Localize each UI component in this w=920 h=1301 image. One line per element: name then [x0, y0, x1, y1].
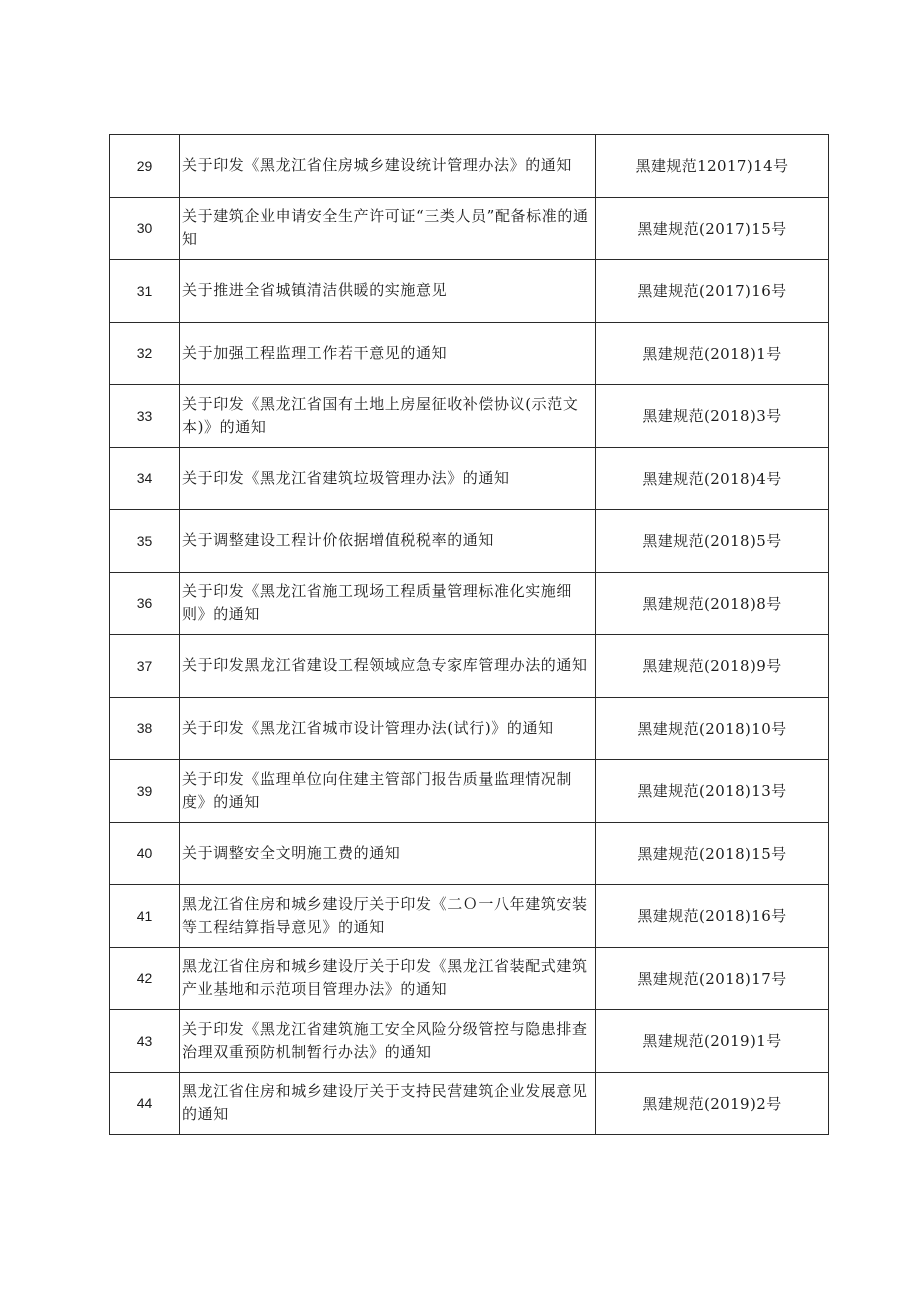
- row-number: 38: [110, 697, 180, 760]
- table-row: [110, 322, 829, 385]
- table-row: [110, 697, 829, 760]
- document-title: 关于印发《黑龙江省国有土地上房屋征收补偿协议(示范文本)》的通知: [180, 385, 596, 448]
- document-title: 关于调整建设工程计价依据增值税税率的通知: [180, 510, 596, 573]
- table-row: [110, 760, 829, 823]
- table-row: [110, 1072, 829, 1135]
- document-title: 关于加强工程监理工作若干意见的通知: [180, 322, 596, 385]
- table-row: [110, 260, 829, 323]
- document-title: 关于印发《黑龙江省建筑垃圾管理办法》的通知: [180, 447, 596, 510]
- row-number: 43: [110, 1010, 180, 1073]
- row-number: 35: [110, 510, 180, 573]
- row-number: 29: [110, 135, 180, 198]
- document-code: 黑建规范(2018)4号: [596, 447, 829, 510]
- table-row: [110, 197, 829, 260]
- row-number: 39: [110, 760, 180, 823]
- document-code: 黑建规范(2019)2号: [596, 1072, 829, 1135]
- document-title: 关于印发《黑龙江省建筑施工安全风险分级管控与隐患排查治理双重预防机制暂行办法》的通知: [180, 1010, 596, 1073]
- row-number: 37: [110, 635, 180, 698]
- document-title: 黑龙江省住房和城乡建设厅关于印发《二Ｏ一八年建筑安装等工程结算指导意见》的通知: [180, 885, 596, 948]
- document-code: 黑建规范(2018)5号: [596, 510, 829, 573]
- document-title: 关于印发《监理单位向住建主管部门报告质量监理情况制度》的通知: [180, 760, 596, 823]
- document-code: 黑建规范(2018)3号: [596, 385, 829, 448]
- table-row: [110, 572, 829, 635]
- document-code: 黑建规范(2018)10号: [596, 697, 829, 760]
- document-code: 黑建规范(2018)13号: [596, 760, 829, 823]
- document-title: 关于印发《黑龙江省城市设计管理办法(试行)》的通知: [180, 697, 596, 760]
- document-code: 黑建规范12017)14号: [596, 135, 829, 198]
- table-row: [110, 822, 829, 885]
- table-row: [110, 1010, 829, 1073]
- document-title: 关于建筑企业申请安全生产许可证“三类人员”配备标准的通知: [180, 197, 596, 260]
- table-row: [110, 510, 829, 573]
- row-number: 30: [110, 197, 180, 260]
- document-code: 黑建规范(2018)15号: [596, 822, 829, 885]
- row-number: 40: [110, 822, 180, 885]
- document-title: 黑龙江省住房和城乡建设厅关于印发《黑龙江省装配式建筑产业基地和示范项目管理办法》的通知: [180, 947, 596, 1010]
- table-row: [110, 385, 829, 448]
- document-code: 黑建规范(2018)9号: [596, 635, 829, 698]
- row-number: 41: [110, 885, 180, 948]
- row-number: 44: [110, 1072, 180, 1135]
- table-row: [110, 447, 829, 510]
- document-code: 黑建规范(2019)1号: [596, 1010, 829, 1073]
- document-code: 黑建规范(2017)15号: [596, 197, 829, 260]
- document-title: 关于印发《黑龙江省施工现场工程质量管理标准化实施细则》的通知: [180, 572, 596, 635]
- row-number: 42: [110, 947, 180, 1010]
- table-body: [110, 135, 829, 1135]
- document-code: 黑建规范(2018)16号: [596, 885, 829, 948]
- row-number: 34: [110, 447, 180, 510]
- table-row: [110, 635, 829, 698]
- table-row: [110, 885, 829, 948]
- row-number: 33: [110, 385, 180, 448]
- document-code: 黑建规范(2018)1号: [596, 322, 829, 385]
- document-code: 黑建规范(2018)8号: [596, 572, 829, 635]
- document-code: 黑建规范(2018)17号: [596, 947, 829, 1010]
- document-title: 关于推进全省城镇清洁供暖的实施意见: [180, 260, 596, 323]
- row-number: 32: [110, 322, 180, 385]
- table-row: [110, 135, 829, 198]
- document-title: 关于调整安全文明施工费的通知: [180, 822, 596, 885]
- table-row: [110, 947, 829, 1010]
- document-code: 黑建规范(2017)16号: [596, 260, 829, 323]
- row-number: 36: [110, 572, 180, 635]
- document-title: 关于印发《黑龙江省住房城乡建设统计管理办法》的通知: [180, 135, 596, 198]
- document-title: 黑龙江省住房和城乡建设厅关于支持民营建筑企业发展意见的通知: [180, 1072, 596, 1135]
- regulation-table: [109, 134, 829, 1135]
- document-title: 关于印发黑龙江省建设工程领域应急专家库管理办法的通知: [180, 635, 596, 698]
- row-number: 31: [110, 260, 180, 323]
